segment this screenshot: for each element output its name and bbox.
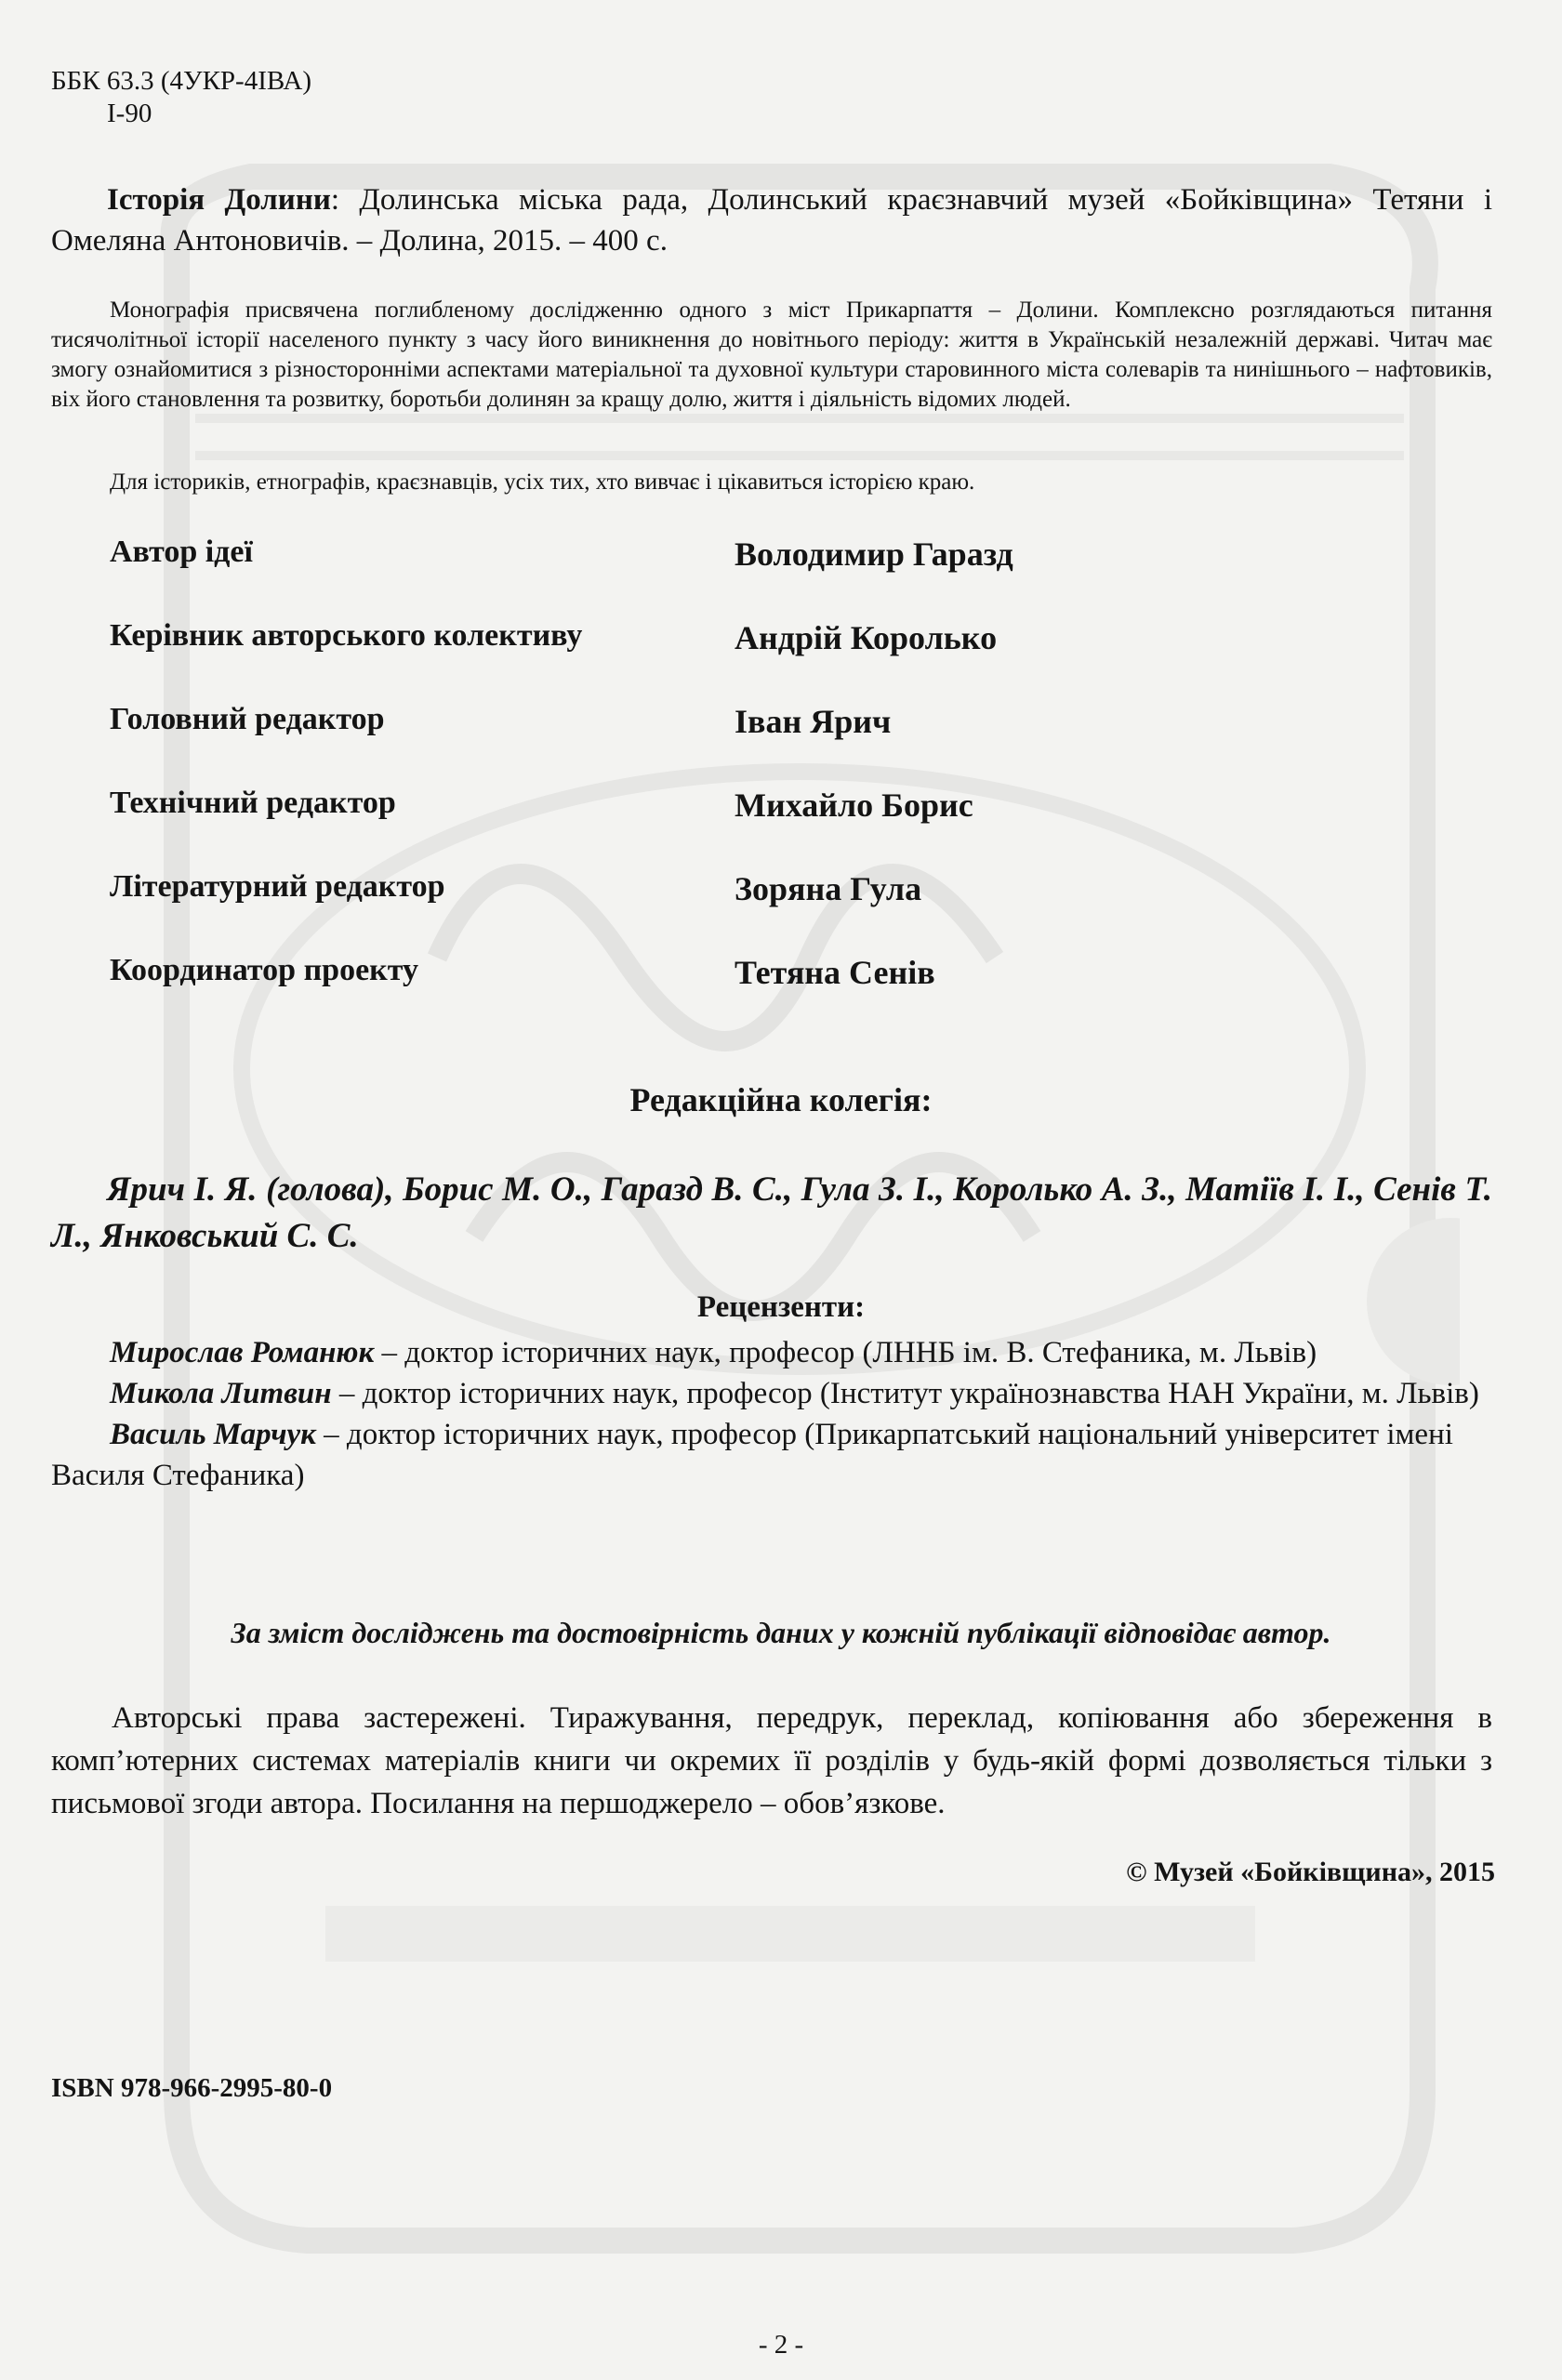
- bbk-code: ББК 63.3 (4УКР-4ІВА): [51, 66, 311, 96]
- reviewer-name: Василь Марчук: [110, 1418, 316, 1451]
- abstract-paragraph: Монографія присвячена поглибленому дослідженню одного з міст Прикарпаття – Долини. Комплексно розглядаються питання тисячолітньої історії населеного пункту з часу його виникнення до новітнього періоду: життя в Українській незалежній державі. Читач має змогу ознайомитися з різносторонніми аспектами матеріальної та духовної культури старовинного міста солеварів та нинішнього – нафтовиків, віх його становлення та розвитку, боротьби долинян за кращу долю, життя і діяльність відомих людей.: [51, 298, 1492, 412]
- credit-role: Технічний редактор: [110, 786, 396, 820]
- credit-role: Керівник авторського колективу: [110, 618, 583, 653]
- credit-role: Координатор проекту: [110, 953, 419, 987]
- copyright-line: © Музей «Бойківщина», 2015: [1126, 1857, 1495, 1887]
- credit-name: Зоряна Гула: [735, 870, 922, 907]
- reviewer-description: – доктор історичних наук, професор (Прикарпатський національний університет імені Василя Стефаника): [51, 1418, 1453, 1492]
- copyright-notice: Авторські права застережені. Тиражування, передрук, переклад, копіювання або збереження в комп’ютерних системах матеріалів книги чи окремих її розділів у будь-якій формі дозволяється тільки з письмової згоди автора. Посилання на першоджерело – обов’язкове.: [51, 1701, 1492, 1820]
- credit-row: [110, 535, 1486, 618]
- author-sign: І-90: [107, 99, 152, 128]
- reviewer-entry: [51, 1332, 1492, 1373]
- audience-note: Для істориків, етнографів, краєзнавців, усіх тих, хто вивчає і цікавиться історією краю.: [110, 469, 975, 495]
- credit-row: [110, 618, 1486, 702]
- reviewer-description: – доктор історичних наук, професор (ЛННБ ім. В. Стефаника, м. Львів): [374, 1336, 1317, 1369]
- credit-name: Володимир Гаразд: [735, 536, 1013, 573]
- bibliographic-description: [51, 179, 1492, 261]
- credit-role: Літературний редактор: [110, 869, 445, 904]
- isbn: ISBN 978-966-2995-80-0: [51, 2073, 333, 2103]
- credit-role: Головний редактор: [110, 702, 385, 736]
- credit-row: [110, 953, 1486, 1037]
- editorial-board-members: Ярич І. Я. (голова), Борис М. О., Гаразд В. С., Гула З. І., Королько А. З., Матіїв І. І., Сенів Т. Л., Янковський С. С.: [51, 1170, 1492, 1255]
- credit-name: Михайло Борис: [735, 787, 973, 824]
- reviewer-entry: [51, 1414, 1492, 1496]
- biblio-details: : Долинська міська рада, Долинський краєзнавчий музей «Бойківщина» Тетяни і Омеляна Антоновичів. – Долина, 2015. – 400 с.: [51, 183, 1492, 258]
- credit-name: Тетяна Сенів: [735, 954, 935, 991]
- reviewer-name: Мирослав Романюк: [110, 1336, 375, 1369]
- credit-row: [110, 786, 1486, 869]
- responsibility-disclaimer: За зміст досліджень та достовірність даних у кожній публікації відповідає автор.: [231, 1616, 1331, 1649]
- credit-row: [110, 702, 1486, 786]
- credit-name: Іван Ярич: [735, 703, 892, 740]
- book-title: Історія Долини: [107, 183, 331, 217]
- editorial-board-heading: Редакційна колегія:: [629, 1081, 933, 1118]
- credit-name: Андрій Королько: [735, 619, 998, 656]
- credits-list: [110, 535, 1486, 1037]
- reviewers-heading: Рецензенти:: [696, 1290, 866, 1324]
- credit-role: Автор ідеї: [110, 535, 253, 569]
- reviewer-description: – доктор історичних наук, професор (Інститут українознавства НАН України, м. Львів): [331, 1377, 1479, 1410]
- reviewers-list: [51, 1332, 1492, 1496]
- reviewer-entry: [51, 1373, 1492, 1414]
- page-number: - 2 -: [758, 2330, 804, 2360]
- credit-row: [110, 869, 1486, 953]
- reviewer-name: Микола Литвин: [110, 1377, 332, 1410]
